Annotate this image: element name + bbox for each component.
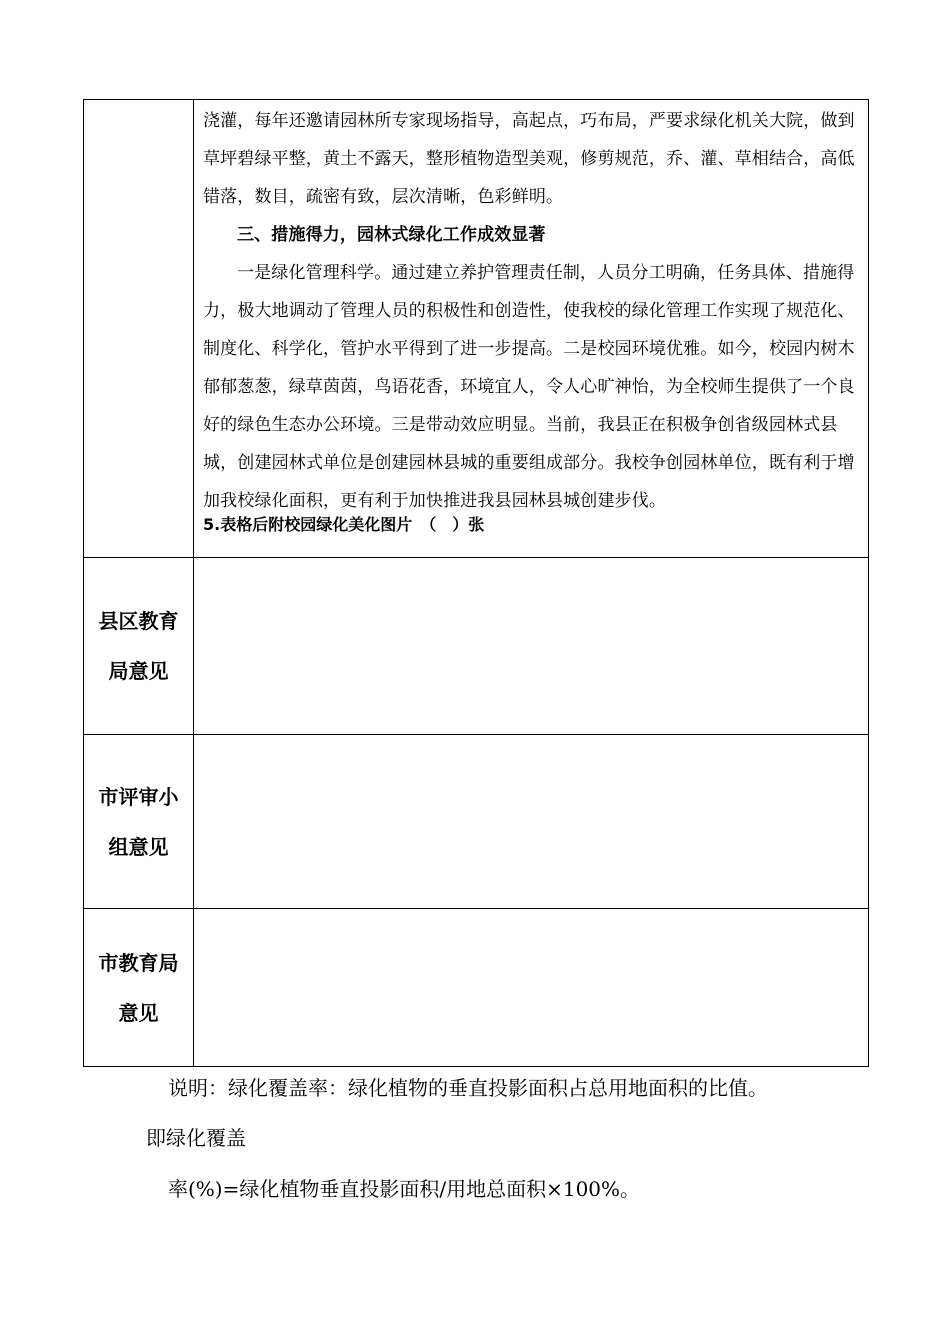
note-line-1: 说明：绿化覆盖率：绿化植物的垂直投影面积占总用地面积的比值。	[168, 1076, 768, 1100]
section-heading: 三、措施得力，园林式绿化工作成效显著	[237, 225, 546, 245]
note-line-2: 即绿化覆盖	[146, 1126, 246, 1150]
attachment-count-line: 5.表格后附校园绿化美化图片 （ ）张	[203, 515, 485, 534]
paragraph-measures: 一是绿化管理科学。通过建立养护管理责任制，人员分工明确，任务具体、措施得力，极大地调动了管理人员的积极性和创造性，使我校的绿化管理工作实现了规范化、制度化、科学化，管护水平得到了进一步提高。二是校园环境优雅。如今，校园内树木郁郁葱葱，绿草茵茵，鸟语花香，环境宜人，令人心旷神怡，为全校师生提供了一个良好的绿色生态办公环境。三是带动效应明显。当前，我县正在积极争创省级园林式县城，创建园林式单位是创建园林县城的重要组成部分。我校争创园林单位，既有利于增加我校绿化面积，更有利于加快推进我县园林县城创建步伐。	[203, 263, 855, 511]
content-cell	[194, 100, 869, 558]
bureau-opinion-label-line2: 意见	[118, 1000, 159, 1025]
bureau-opinion-row	[84, 909, 869, 1067]
note-line-3: 率(%)=绿化植物垂直投影面积/用地总面积×100%。	[168, 1177, 641, 1201]
review-opinion-label-line2: 组意见	[108, 834, 169, 859]
bureau-opinion-label-line1: 市教育局	[98, 950, 179, 975]
content-row	[84, 100, 869, 558]
county-opinion-field[interactable]	[194, 558, 869, 735]
bureau-opinion-field[interactable]	[194, 909, 869, 1067]
paragraph-continued: 浇灌，每年还邀请园林所专家现场指导，高起点，巧布局，严要求绿化机关大院，做到草坪碧绿平整，黄土不露天，整形植物造型美观，修剪规范，乔、灌、草相结合，高低错落，数目，疏密有致，层次清晰，色彩鲜明。	[203, 111, 855, 207]
review-opinion-row	[84, 735, 869, 909]
review-opinion-label	[84, 735, 194, 909]
empty-label-cell	[84, 100, 194, 558]
county-opinion-label-line2: 局意见	[108, 659, 169, 683]
county-opinion-label	[84, 558, 194, 735]
application-form-table	[83, 99, 869, 1067]
review-opinion-label-line1: 市评审小	[98, 784, 179, 809]
county-opinion-row	[84, 558, 869, 735]
review-opinion-field[interactable]	[194, 735, 869, 909]
county-opinion-label-line1: 县区教育	[98, 609, 179, 633]
bureau-opinion-label	[84, 909, 194, 1067]
